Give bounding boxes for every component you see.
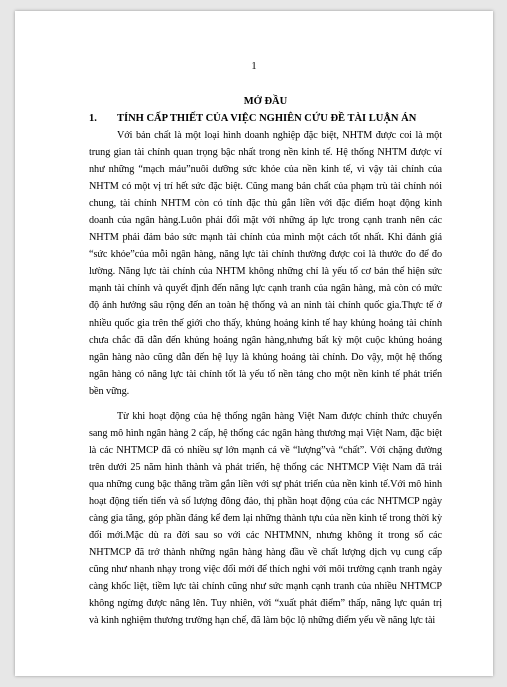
section-heading-text: TÍNH CẤP THIẾT CỦA VIỆC NGHIÊN CỨU ĐỀ TÀI LUẬN ÁN <box>117 113 417 124</box>
paragraph-1: Với bản chất là một loại hình doanh nghiệp đặc biệt, NHTM được coi là một trung gian tài chính quan trọng bậc nhất trong nền kinh tế. Hệ thống NHTM được ví như những “mạch máu”nuôi dưỡng sức khỏe của nền kinh tế, vì vậy tài chính của NHTM có một vị trí hết sức đặc biệt. Cũng mang bản chất của phạm trù tài chính nói chung, tài chính NHTM còn có tính đặc thù gắn liền với đặc điểm hoạt động kinh doanh của ngân hàng.Luôn phải đối mặt với những áp lực trong cạnh tranh nên các NHTM phải đảm bảo sức mạnh tài chính của mình một cách tốt nhất. Khi đánh giá “sức khỏe”của mỗi ngân hàng, năng lực tài chính thường được coi là thước đo để đo lường. Năng lực tài chính của NHTM không những chỉ là yếu tố cơ bản thể hiện sức mạnh tài chính và quyết định đến năng lực cạnh tranh của ngân hàng, mà còn có mức độ ảnh hưởng sâu rộng đến an toàn hệ thống và an ninh tài chính quốc gia.Thực tế ở nhiều quốc gia trên thế giới cho thấy, khủng hoảng kinh tế hay khủng hoảng tài chính chưa chắc đã dẫn đến khủng hoảng ngân hàng,nhưng bất kỳ một cuộc khủng hoảng ngân hàng nào cũng dẫn đến hệ lụy là khủng hoảng tài chính. Do vậy, một hệ thống ngân hàng có năng lực tài chính tốt là yếu tố nền tảng cho một nền kinh tế phát triển bền vững. <box>89 130 442 397</box>
section-number: 1. <box>89 113 97 124</box>
section-heading <box>89 110 442 127</box>
document-body <box>89 93 442 629</box>
page-number: 1 <box>251 61 257 72</box>
document-page <box>15 11 493 676</box>
paragraph-2: Từ khi hoạt động của hệ thống ngân hàng Việt Nam được chính thức chuyển sang mô hình ngân hàng 2 cấp, hệ thống các ngân hàng thương mại Việt Nam, đặc biệt là các NHTMCP đã có nhiều sự lớn mạnh cả về “lượng”và “chất”. Với chặng đường trên dưới 25 năm hình thành và phát triển, hệ thống các NHTMCP Việt Nam đã trải qua những cung bậc thăng trầm gắn liền với sự phát triển của nền kinh tế.Với mô hình hoạt động tiến tiến và số lượng đông đảo, thị phần hoạt động của các NHTMCP ngày càng gia tăng, góp phần đáng kể đem lại những thành tựu của nền kinh tế trong thời kỳ đổi mới.Mặc dù ra đời sau so với các NHTMNN, nhưng không ít trong số các NHTMCP đã trở thành những ngân hàng hàng đầu về chất lượng dịch vụ cung cấp cũng như nhanh nhạy trong việc đổi mới để thích nghi với môi trường cạnh tranh ngày càng khốc liệt, tiềm lực tài chính cũng như sức mạnh cạnh tranh của nhiều NHTMCP không ngừng được nâng lên. Tuy nhiên, với “xuất phát điểm” thấp, năng lực quản trị và kinh nghiệm thương trường hạn chế, đã làm bộc lộ những điểm yếu về năng lực tài <box>89 410 442 627</box>
document-title: MỞ ĐẦU <box>243 96 288 107</box>
